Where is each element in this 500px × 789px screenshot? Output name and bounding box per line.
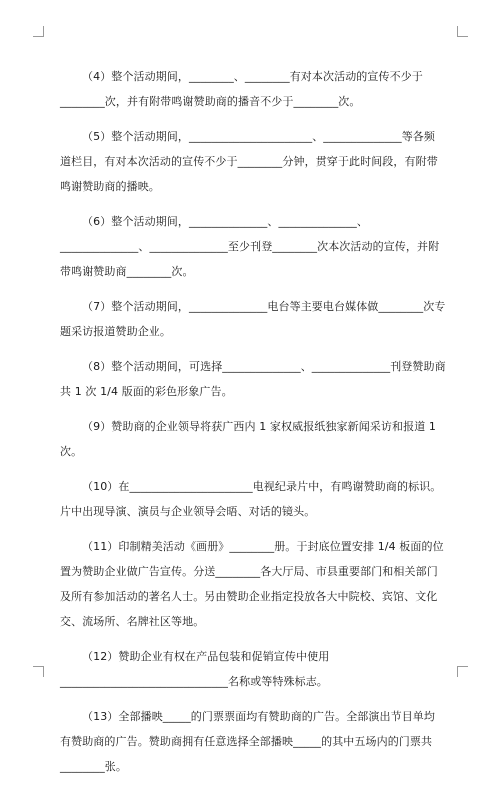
crop-mark-top-left: [33, 26, 44, 37]
crop-mark-bottom-right: [457, 666, 468, 677]
crop-mark-bottom-left: [33, 666, 44, 677]
paragraph-item-12: （12）赞助企业有权在产品包装和促销宣传中使用______________________________名称或等特殊标志。: [60, 650, 330, 688]
paragraph-item-5: （5）整个活动期间，______________________、______________等各频道栏目，有对本次活动的宣传不少于________分钟，贯穿于此时间段，有附带鸣谢赞助商的播映。: [60, 130, 438, 193]
paragraph-item-11: （11）印制精美活动《画册》________册。于封底位置安排 1/4 板面的位置为赞助企业做广告宣传。分送________各大厅局、市县重要部门和相关部门及所有参加活动的著名人士。另由赞助企业指定投放各大中院校、宾馆、文化交、流场所、名牌社区等地。: [60, 540, 444, 628]
paragraph-item-7: （7）整个活动期间，______________电台等主要电台媒体做________次专题采访报道赞助企业。: [60, 300, 446, 338]
paragraph-item-10: （10）在______________________电视纪录片中，有鸣谢赞助商的标识。片中出现导演、演员与企业领导会晤、对话的镜头。: [60, 480, 442, 518]
document-body: [60, 64, 446, 789]
paragraph-item-4: （4）整个活动期间，________、________有对本次活动的宣传不少于________次，并有附带鸣谢赞助商的播音不少于________次。: [60, 70, 423, 108]
paragraph-item-9: （9）赞助商的企业领导将获广西内 1 家权威报纸独家新闻采访和报道 1 次。: [60, 420, 436, 458]
paragraph-item-6: （6）整个活动期间，______________、______________、______________、______________至少刊登________次本次活动的宣传，并附带鸣谢赞助商________次。: [60, 215, 440, 278]
crop-mark-top-right: [457, 26, 468, 37]
paragraph-item-13: （13）全部播映_____的门票票面均有赞助商的广告。全部演出节目单均有赞助商的广告。赞助商拥有任意选择全部播映_____的其中五场内的门票共________张。: [60, 710, 435, 773]
paragraph-item-8: （8）整个活动期间，可选择______________、______________刊登赞助商共 1 次 1/4 版面的彩色形象广告。: [60, 360, 446, 398]
